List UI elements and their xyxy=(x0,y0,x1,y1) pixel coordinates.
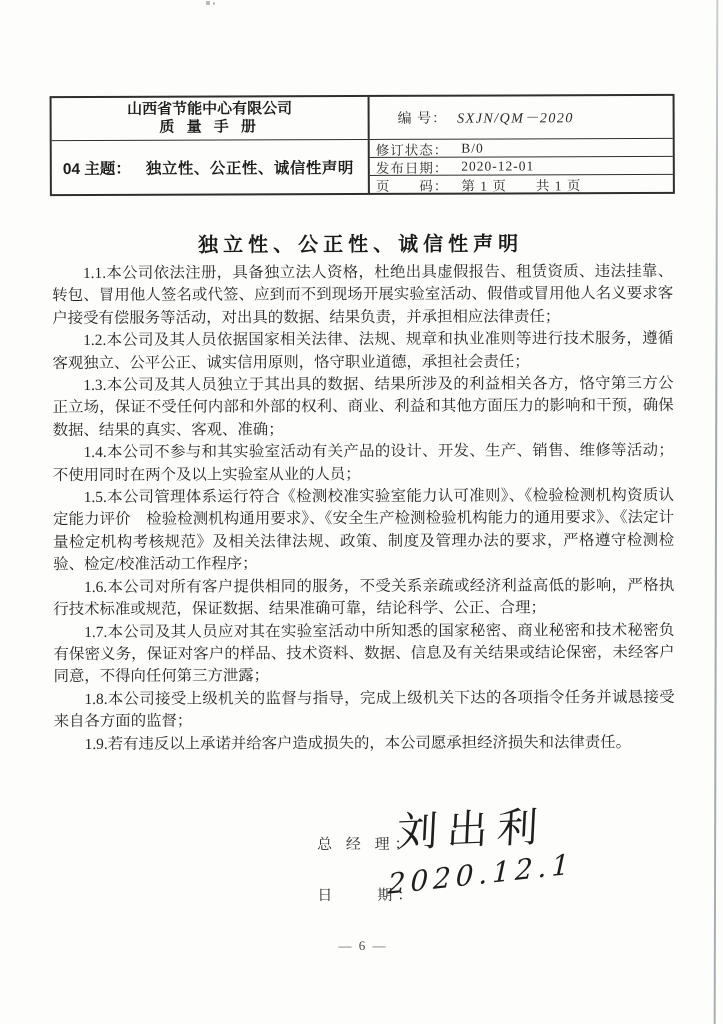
date-handwriting: 2020.12.1 xyxy=(387,847,575,901)
paragraph-1-9: 1.9.若有违反以上承诺并给客户造成损失的，本公司愿承担经济损失和法律责任。 xyxy=(84,733,632,753)
paragraph-1-7: 1.7.本公司及其人员应对其在实验室活动中所知悉的国家秘密、商业秘密和技术秘密负有保密义务，保证对客户的样品、技术资料、数据、信息及有关结果或结论保密，未经客户同意，不得向任何第三方泄露； xyxy=(53,621,675,686)
doc-number-cell xyxy=(370,96,673,140)
paragraph-1-8: 1.8.本公司接受上级机关的监督与指导，完成上级机关下达的各项指令任务并诚恳接受来自各方面的监督； xyxy=(53,688,675,731)
paragraph-1-2: 1.2.本公司及其人员依据国家相关法律、法规、规章和执业准则等进行技术服务，遵循客观独立、公平公正、诚实信用原则，恪守职业道德，承担社会责任； xyxy=(52,330,674,372)
header-table-right-column xyxy=(370,96,673,193)
subject-label: 04 主题： xyxy=(62,160,131,178)
revision-cell xyxy=(370,139,673,158)
header-table-left-column xyxy=(52,97,370,194)
general-manager-label: 总 经 理： xyxy=(317,836,415,854)
header-table xyxy=(50,94,675,196)
doc-number-label: 编 号： xyxy=(397,111,448,127)
company-name: 山西省节能中心有限公司 xyxy=(127,100,293,118)
general-manager-signature-handwriting: 刘出利 xyxy=(395,802,549,857)
declaration-body xyxy=(52,261,675,756)
paragraph-1-4: 1.4.本公司不参与和其实验室活动有关产品的设计、开发、生产、销售、维修等活动；不使用同时在两个及以上实验室从业的人员； xyxy=(52,442,674,484)
page-number-cell xyxy=(370,175,673,193)
issue-date-label: 发布日期： xyxy=(375,160,449,176)
issue-date-value: 2020-12-01 xyxy=(461,157,535,174)
doc-number-value: SXJN/QM－2020 xyxy=(457,111,574,127)
footer-page-number: — 6 — xyxy=(338,937,388,954)
paragraph-1-1: 1.1.本公司依法注册，具备独立法人资格，杜绝出具虚假报告、租赁资质、违法挂靠、转包、冒用他人签名或代签、应到而不到现场开展实验室活动、假借或冒用他人名义要求客户接受有偿服务等活动，对出具的数据、结果负责，并承担相应法律责任； xyxy=(52,262,674,327)
company-header-cell xyxy=(52,97,368,141)
document-title: 独立性、公正性、诚信性声明 xyxy=(198,233,524,257)
manual-title: 质 量 手 册 xyxy=(159,118,260,136)
revision-value: B/0 xyxy=(461,140,484,156)
date-label: 日 期： xyxy=(317,887,418,905)
scan-speck-artifact xyxy=(213,2,215,5)
paragraph-1-5: 1.5.本公司管理体系运行符合《检测校准实验室能力认可准则》、《检验检测机构资质认定能力评价 检验检测机构通用要求》、《安全生产检测检验机构能力的通用要求》、《法定计量检定机构考核规范》及相关法律法规、政策、制度及管理办法的要求，严格遵守检测检验、检定/校准活动工作程序； xyxy=(52,486,675,574)
page-number-value: 第 1 页 共 1 页 xyxy=(461,177,582,194)
paragraph-1-3: 1.3.本公司及其人员独立于其出具的数据、结果所涉及的利益相关各方，恪守第三方公正立场，保证不受任何内部和外部的权利、商业、利益和其他方面压力的影响和干预，确保数据、结果的真实、客观、准确； xyxy=(52,374,674,439)
page-number-label: 页 码： xyxy=(375,178,449,194)
subject-cell xyxy=(52,140,368,194)
paragraph-1-6: 1.6.本公司对所有客户提供相同的服务，不受关系亲疏或经济利益高低的影响，严格执行技术标准或规范，保证数据、结果准确可靠，结论科学、公正、合理； xyxy=(53,576,675,619)
revision-label: 修订状态： xyxy=(375,142,449,158)
scan-speck-artifact xyxy=(206,1,210,5)
subject-value: 独立性、公正性、诚信性声明 xyxy=(145,159,354,178)
